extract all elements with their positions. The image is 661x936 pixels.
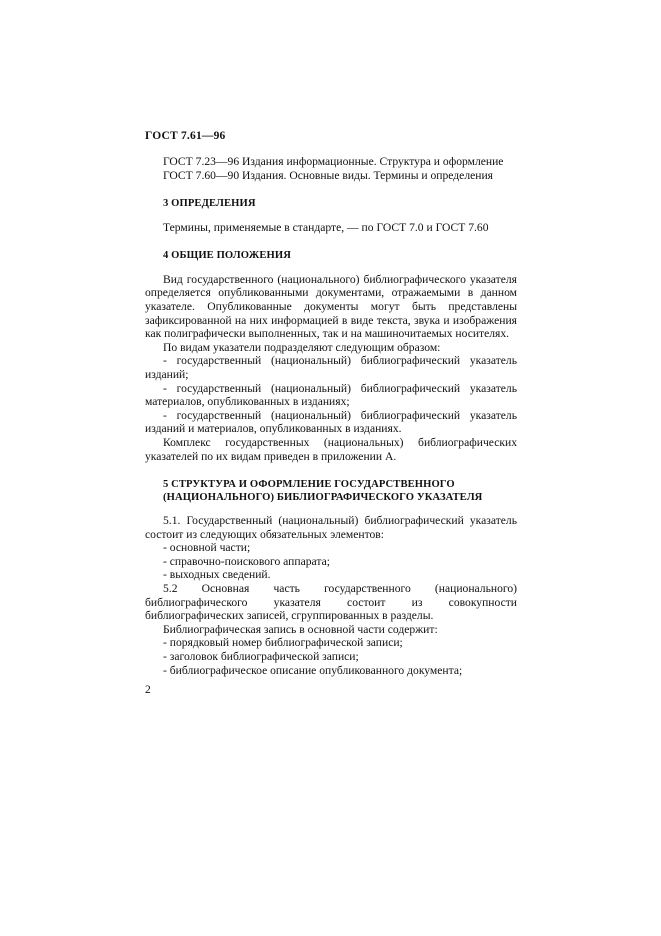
section-5-paragraph-3: Библиографическая запись в основной части содержит: — [163, 622, 438, 636]
list-item: - государственный (национальный) библиографический указатель изданий; — [145, 354, 517, 381]
section-5-title-line-1: 5 СТРУКТУРА И ОФОРМЛЕНИЕ ГОСУДАРСТВЕННОГО — [163, 479, 455, 491]
section-5-title-line-2: (НАЦИОНАЛЬНОГО) БИБЛИОГРАФИЧЕСКОГО УКАЗАТЕЛЯ — [163, 491, 483, 503]
list-item: - заголовок библиографической записи; — [163, 650, 359, 664]
reference-gost-7-23: ГОСТ 7.23—96 Издания информационные. Структура и оформление — [163, 155, 504, 168]
page-number: 2 — [145, 684, 151, 696]
list-item: - выходных сведений. — [163, 568, 271, 582]
section-4-paragraph-1: Вид государственного (национального) библиографического указателя определяется опубликованными документами, отражаемыми в данном указателе. Опубликованные документы могут быть представлены зафиксированной на них информацией в виде текста, звука и изображения как полиграфически выполненных, так и на машиночитаемых носителях. — [145, 272, 517, 341]
section-4-paragraph-2: По видам указатели подразделяют следующим образом: — [163, 340, 441, 354]
section-5-paragraph-2: 5.2 Основная часть государственного (национального) библиографического указателя состоит из совокупности библиографических записей, сгруппированных в разделы. — [145, 582, 517, 623]
document-body — [145, 155, 517, 677]
list-item: - порядковый номер библиографической записи; — [163, 636, 403, 650]
section-5-title — [163, 479, 517, 504]
section-3-text: Термины, применяемые в стандарте, — по ГОСТ 7.0 и ГОСТ 7.60 — [163, 220, 489, 234]
reference-gost-7-60: ГОСТ 7.60—90 Издания. Основные виды. Термины и определения — [163, 168, 493, 182]
section-4-paragraph-3: Комплекс государственных (национальных) библиографических указателей по их видам приведен в приложении А. — [145, 435, 517, 463]
section-4-title: 4 ОБЩИЕ ПОЛОЖЕНИЯ — [163, 250, 291, 262]
document-header: ГОСТ 7.61—96 — [145, 130, 226, 142]
list-item: - библиографическое описание опубликованного документа; — [163, 663, 463, 677]
list-item: - государственный (национальный) библиографический указатель изданий и материалов, опубликованных в изданиях. — [145, 408, 517, 436]
list-item: - справочно-поискового аппарата; — [163, 554, 330, 568]
section-3-title: 3 ОПРЕДЕЛЕНИЯ — [163, 198, 256, 210]
list-item: - государственный (национальный) библиографический указатель материалов, опубликованных в изданиях; — [145, 381, 517, 409]
list-item: - основной части; — [163, 541, 251, 555]
section-5-paragraph-1: 5.1. Государственный (национальный) библиографический указатель состоит из следующих обязательных элементов: — [145, 514, 517, 541]
